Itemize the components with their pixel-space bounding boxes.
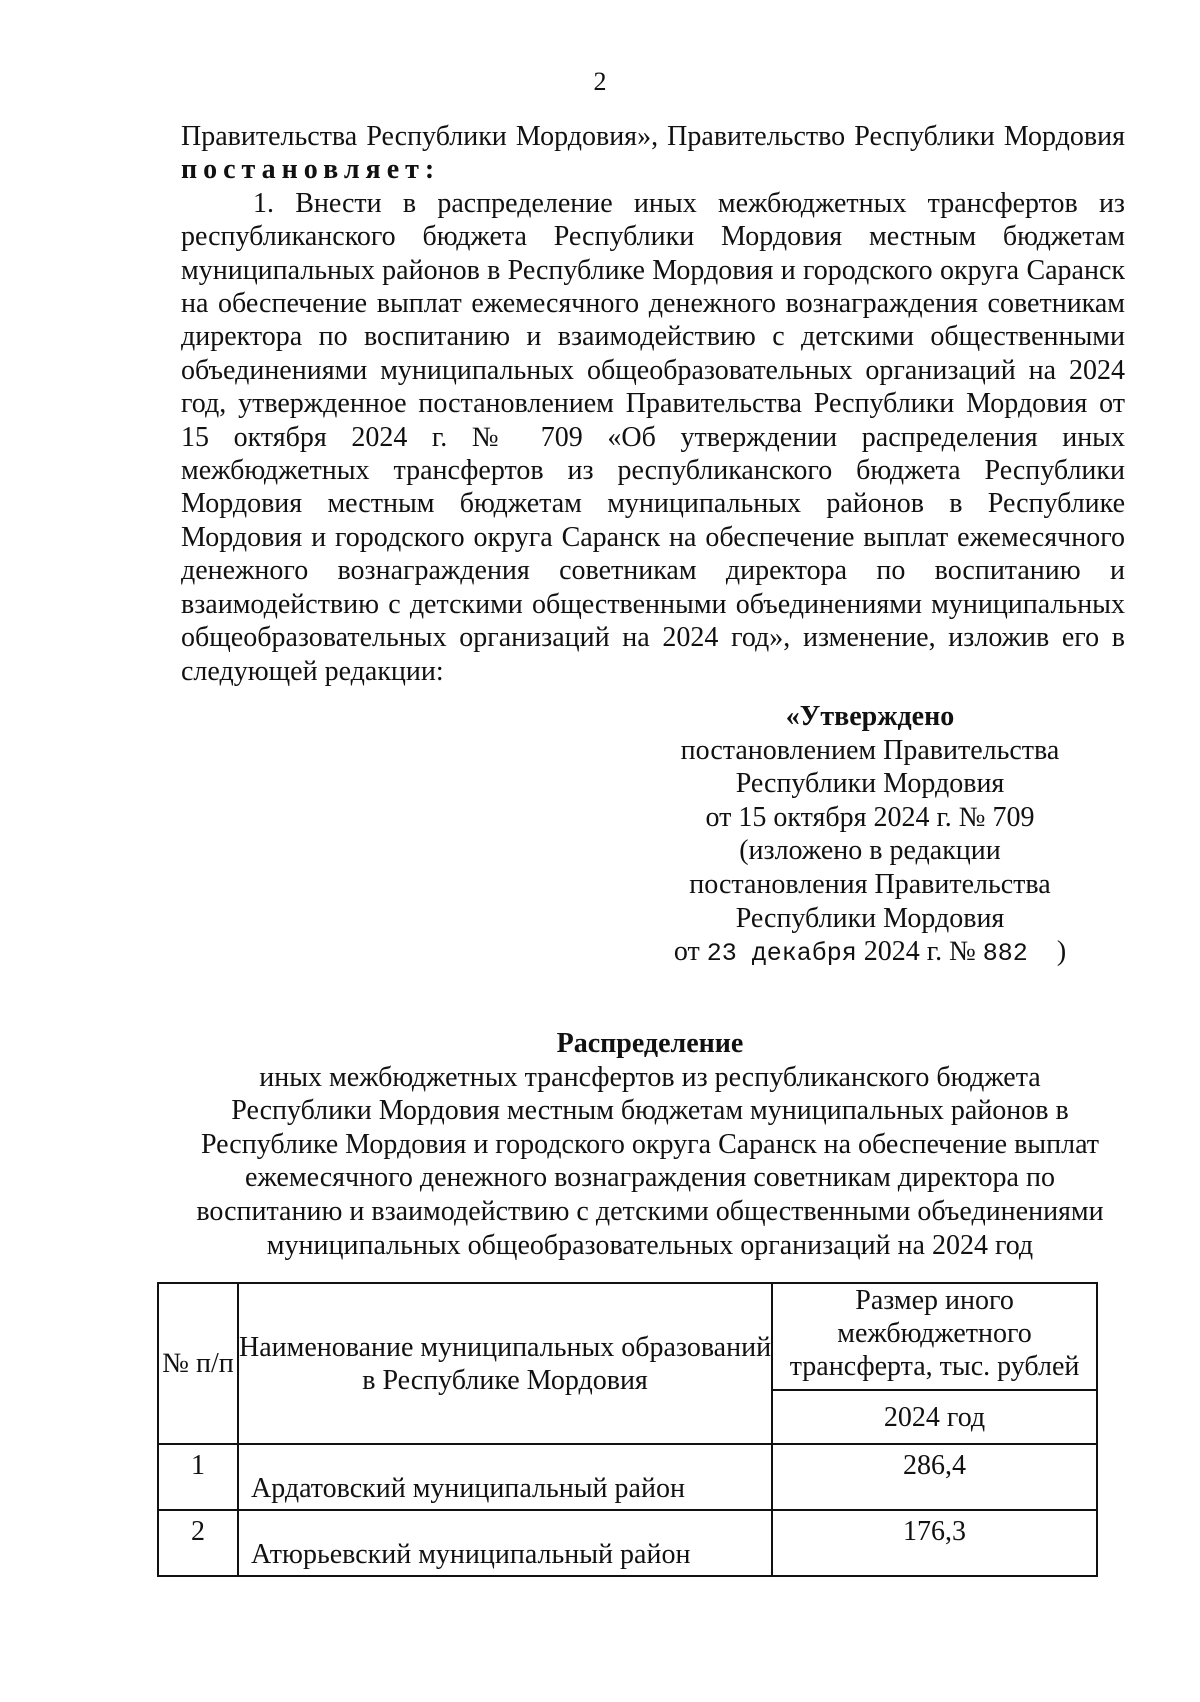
distribution-line: иных межбюджетных трансфертов из республиканского бюджета: [259, 1061, 1041, 1093]
header-year: 2024 год: [772, 1390, 1097, 1444]
approval-line: (изложено в редакции: [739, 835, 1001, 867]
approval-year: 2024 г. №: [863, 936, 976, 968]
approval-number-stamp: 882: [982, 939, 1028, 969]
header-amount: Размер иного межбюджетного трансферта, тыс. рублей: [772, 1283, 1097, 1390]
intro-paragraph: [181, 120, 1125, 187]
row-name: Атюрьевский муниципальный район: [238, 1510, 772, 1576]
distribution-line: воспитанию и взаимодействию с детскими общественными объединениями: [196, 1195, 1104, 1227]
approval-date-stamp: 23 декабря: [706, 939, 857, 969]
table-row: [158, 1510, 1097, 1576]
distribution-heading: Распределение: [556, 1028, 744, 1059]
allocation-table: [157, 1282, 1098, 1577]
row-number: 2: [158, 1510, 238, 1576]
intro-lead: Правительства Республики Мордовия», Правительство Республики Мордовия: [181, 121, 1125, 152]
approval-heading: «Утверждено: [785, 701, 955, 732]
body-text: [181, 120, 1125, 688]
approval-line: от 15 октября 2024 г. № 709: [705, 801, 1035, 833]
approval-date-prefix: от: [673, 936, 700, 968]
distribution-line: Республике Мордовия и городского округа Саранск на обеспечение выплат: [200, 1128, 1100, 1160]
distribution-line: Республики Мордовия местным бюджетам муниципальных районов в: [231, 1095, 1069, 1127]
row-number: 1: [158, 1444, 238, 1510]
paragraph-1: 1. Внести в распределение иных межбюджетных трансфертов из республиканского бюджета Республики Мордовия местным бюджетам муниципальных районов в Республике Мордовия и городского округа Саранск на обеспечение выплат ежемесячного денежного вознаграждения советникам директора по воспитанию и взаимодействию с детскими общественными объединениями муниципальных общеобразовательных организаций на 2024 год, утвержденное постановлением Правительства Республики Мордовия от 15 октября 2024 г. № 709 «Об утверждении распределения иных межбюджетных трансфертов из республиканского бюджета Республики Мордовия местным бюджетам муниципальных районов в Республике Мордовия и городского округа Саранск на обеспечение выплат ежемесячного денежного вознаграждения советникам директора по воспитанию и взаимодействию с детскими общественными объединениями муниципальных общеобразовательных организаций на 2024 год», изменение, изложив его в следующей редакции:: [181, 187, 1125, 687]
row-name: Ардатовский муниципальный район: [238, 1444, 772, 1510]
page-number: 2: [593, 67, 607, 96]
table-header-row: [158, 1283, 1097, 1390]
approval-close-paren: ): [1056, 936, 1067, 968]
distribution-line: ежемесячного денежного вознаграждения советникам директора по: [245, 1162, 1055, 1194]
approval-line: Республики Мордовия: [735, 902, 1005, 934]
header-number: № п/п: [158, 1283, 238, 1444]
header-name: Наименование муниципальных образований в Республике Мордовия: [238, 1283, 772, 1444]
decree-word: постановляет:: [181, 154, 441, 186]
table-row: [158, 1444, 1097, 1510]
approval-line: постановления Правительства: [689, 868, 1051, 900]
row-amount: 286,4: [772, 1444, 1097, 1510]
approval-date-line: [600, 935, 1140, 971]
approval-block: [600, 700, 1140, 971]
distribution-line: муниципальных общеобразовательных организаций на 2024 год: [266, 1229, 1034, 1261]
row-amount: 176,3: [772, 1510, 1097, 1576]
approval-line: Республики Мордовия: [735, 768, 1005, 800]
approval-line: постановлением Правительства: [680, 734, 1060, 766]
distribution-title: [160, 1027, 1140, 1262]
